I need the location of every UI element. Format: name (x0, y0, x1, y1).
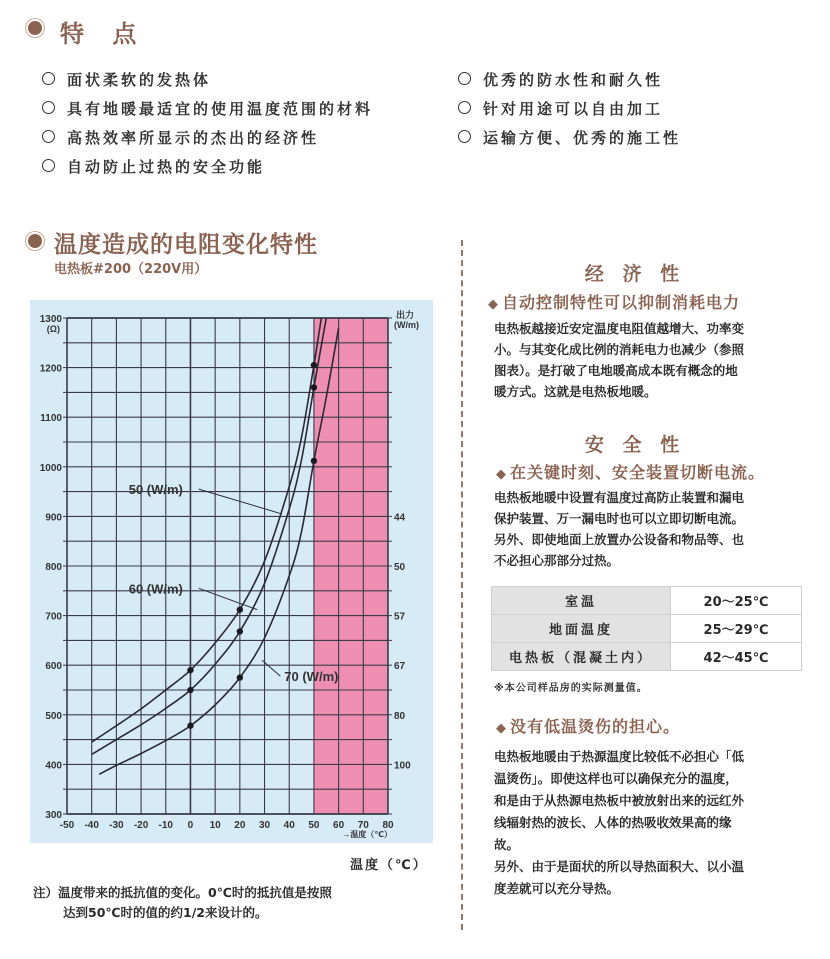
safety-title: 安 全 性 (584, 434, 686, 456)
y-unit-label: (Ω) (46, 324, 60, 334)
y-tick-label: 1200 (39, 363, 62, 375)
economy-body (494, 318, 744, 402)
body-line: 温烫伤」。即使这样也可以确保充分的温度， (494, 771, 738, 786)
low-temp-heading (496, 714, 680, 737)
data-point (311, 384, 317, 390)
x-tick-label: 70 (357, 820, 369, 831)
x-caption: 温度（℃） (350, 858, 428, 873)
feature-item (458, 69, 663, 90)
right-tick-label: 67 (394, 661, 406, 673)
x-tick-label: -20 (133, 820, 149, 831)
safety-heading (496, 460, 765, 483)
right-tick-label: 57 (394, 611, 406, 623)
features-title: 特 点 (60, 20, 147, 48)
series-label-70: 70 (W/m) (284, 669, 339, 685)
body-line: 小。与其变化成比例的消耗电力也减少（参照 (494, 342, 745, 357)
table-key: 室温 (492, 587, 671, 615)
diamond-bullet-icon: ◆ (496, 721, 507, 736)
body-line: 另外、即使地面上放置办公设备和物品等、也 (494, 532, 745, 547)
economy-heading (488, 290, 740, 313)
y-tick-label: 800 (45, 562, 62, 573)
low-temp-body (494, 746, 744, 900)
right-tick-label: 100 (394, 760, 411, 772)
body-line: 和是由于从热源电热板中被放射出来的远红外 (494, 793, 745, 808)
y-tick-label: 500 (45, 710, 62, 722)
feature-text: 运输方便、优秀的施工性 (483, 129, 682, 147)
table-key: 地面温度 (492, 615, 671, 643)
body-line: 保护装置、万一漏电时也可以立即切断电流。 (494, 511, 745, 526)
table-row (492, 615, 802, 643)
resistance-chart (0, 0, 460, 860)
x-tick-label: -10 (158, 820, 173, 831)
economy-heading-text: 自动控制特性可以抑制消耗电力 (502, 293, 741, 312)
chart-footnote-line1: 注）温度带来的抵抗值的变化。0℃时的抵抗值是按照 (33, 885, 332, 900)
data-point (187, 667, 193, 673)
x-tick-label: 10 (209, 820, 221, 831)
data-point (237, 674, 243, 680)
x-tick-label: 0 (187, 820, 194, 831)
column-divider (461, 240, 463, 930)
body-line: 不必担心那部分过热。 (494, 553, 620, 568)
body-line: 图表）。是打破了电地暖高成本既有概念的地 (494, 363, 738, 378)
data-point (311, 362, 317, 368)
feature-text: 优秀的防水性和耐久性 (483, 71, 664, 89)
table-key: 电热板（混凝土内） (492, 643, 671, 671)
y-tick-label: 1100 (40, 413, 62, 425)
feature-text: 面状柔软的发热体 (67, 71, 212, 89)
data-point (237, 606, 243, 612)
data-point (187, 687, 193, 693)
body-line: 电热板地暖由于热源温度比较低不必担心「低 (494, 749, 745, 764)
y-tick-label: 300 (45, 810, 62, 821)
right-tick-label: 44 (394, 512, 406, 524)
x-tick-label: 60 (333, 820, 345, 831)
data-point (311, 458, 317, 464)
body-line: 电热板越接近安定温度电阻值越增大、功率变 (494, 321, 745, 336)
table-value: 25～29℃ (671, 615, 802, 643)
right-tick-label: 80 (394, 710, 406, 722)
series-label-50: 50 (W/m) (128, 482, 183, 498)
table-note: ※本公司样品房的实际测量值。 (494, 683, 648, 694)
table-value: 20～25℃ (671, 587, 802, 615)
x-tick-label: 80 (382, 820, 394, 831)
series-label-60: 60 (W/m) (128, 581, 183, 597)
x-tick-label: 40 (283, 820, 295, 831)
right-axis-title: 出力 (396, 310, 415, 320)
chart-section-title: 温度造成的电阻变化特性 (54, 232, 318, 258)
y-tick-label: 1000 (39, 462, 62, 474)
body-line: 度差就可以充分导热。 (494, 881, 620, 896)
feature-item (458, 127, 681, 148)
x-tick-label: -50 (59, 820, 75, 831)
y-tick-label: 600 (45, 661, 62, 673)
data-point (237, 628, 243, 634)
feature-text: 高热效率所显示的杰出的经济性 (67, 129, 320, 147)
table-row (492, 643, 802, 671)
x-tick-label: -40 (84, 820, 99, 831)
feature-item (458, 98, 663, 119)
y-tick-label: 900 (45, 512, 62, 524)
body-line: 另外、由于是面状的所以导热面积大、以小温 (494, 859, 745, 874)
body-line: 故。 (494, 837, 520, 852)
x-tick-label: 30 (258, 820, 271, 831)
chart-footnote-line2: 达到50℃时的值的约1/2来设计的。 (63, 905, 268, 920)
safety-heading-text: 在关键时刻、安全装置切断电流。 (510, 463, 766, 482)
series-line (99, 328, 339, 774)
temperature-table (491, 586, 802, 671)
series-leader-line (199, 588, 257, 609)
table-value: 42～45℃ (671, 643, 802, 671)
x-tick-label: 50 (308, 820, 320, 831)
low-temp-heading-text: 没有低温烫伤的担心。 (510, 717, 681, 736)
feature-text: 自动防止过热的安全功能 (67, 158, 266, 176)
right-axis-unit: (W/m) (394, 320, 419, 330)
right-tick-label: 50 (394, 562, 406, 573)
x-axis-label: →温度（℃） (342, 830, 392, 839)
x-tick-label: 20 (234, 820, 246, 831)
feature-text: 针对用途可以自由加工 (483, 100, 664, 118)
y-tick-label: 700 (45, 611, 62, 623)
series-line (92, 318, 327, 754)
body-line: 线辐射热的波长、人体的热吸收效果高的缘 (494, 815, 732, 830)
safety-body (494, 487, 744, 571)
diamond-bullet-icon: ◆ (496, 467, 507, 482)
x-tick-label: -30 (109, 820, 124, 831)
y-tick-label: 1300 (39, 314, 62, 325)
y-tick-label: 400 (45, 760, 62, 772)
chart-subtitle: 电热板#200（220V用） (54, 262, 208, 277)
table-row (492, 587, 802, 615)
data-point (187, 723, 193, 729)
body-line: 电热板地暖中设置有温度过高防止装置和漏电 (494, 490, 745, 505)
feature-text: 具有地暖最适宜的使用温度范围的材料 (67, 100, 374, 118)
body-line: 暖方式。这就是电热板地暖。 (494, 384, 657, 399)
diamond-bullet-icon: ◆ (488, 297, 499, 312)
economy-title: 经 济 性 (584, 263, 686, 285)
